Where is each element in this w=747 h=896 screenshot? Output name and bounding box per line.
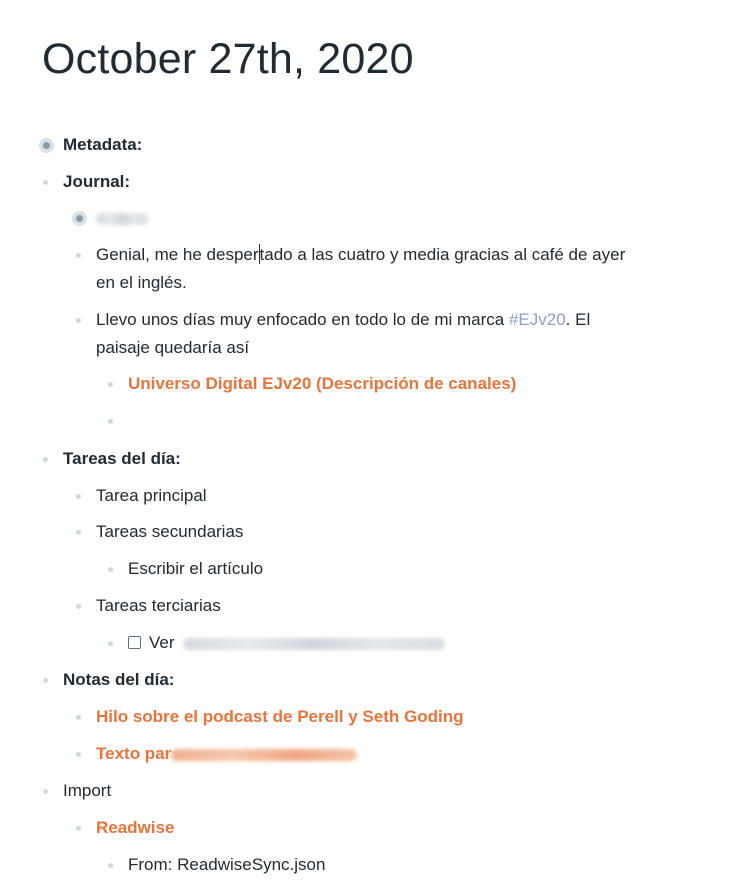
bullet-icon[interactable] — [108, 419, 113, 424]
todo-checkbox[interactable] — [128, 636, 141, 649]
journal-text-c: en el inglés. — [96, 273, 187, 292]
bullet-icon[interactable] — [76, 530, 81, 535]
page-link-universo[interactable]: Universo Digital EJv20 (Descripción de canales) — [128, 374, 517, 393]
block-metadata[interactable]: Metadata: — [63, 135, 143, 154]
journal2-text-a: Llevo unos días muy enfocado en todo lo de mi marca — [96, 310, 509, 329]
redacted-text — [171, 749, 357, 761]
journal-text-b: tado a las cuatro y media gracias al café de ayer — [259, 245, 626, 264]
bullet-icon[interactable] — [76, 494, 81, 499]
bullet-icon[interactable] — [76, 826, 81, 831]
block-redacted[interactable] — [96, 204, 148, 232]
block-notas[interactable]: Notas del día: — [63, 670, 175, 689]
page-link-readwise[interactable]: Readwise — [96, 818, 175, 837]
block-tarea-principal[interactable]: Tarea principal — [96, 486, 207, 505]
block-empty[interactable] — [128, 407, 428, 435]
block-escribir[interactable]: Escribir el artículo — [128, 559, 264, 578]
page-link-hilo[interactable]: Hilo sobre el podcast de Perell y Seth Goding — [96, 707, 464, 726]
bullet-icon[interactable] — [76, 752, 81, 757]
block-tareas[interactable]: Tareas del día: — [63, 449, 181, 468]
redacted-text — [183, 638, 445, 650]
block-texto[interactable] — [96, 740, 357, 768]
page-link-texto[interactable]: Texto par — [96, 744, 172, 763]
journal2-text-b: . El — [565, 310, 591, 329]
collapsed-bullet-icon[interactable] — [39, 138, 54, 153]
block-import[interactable]: Import — [63, 781, 112, 800]
bullet-icon[interactable] — [76, 318, 81, 323]
block-tareas-secundarias[interactable]: Tareas secundarias — [96, 522, 244, 541]
bullet-icon[interactable] — [43, 457, 48, 462]
block-tareas-terciarias[interactable]: Tareas terciarias — [96, 596, 221, 615]
bullet-icon[interactable] — [43, 789, 48, 794]
block-journal[interactable]: Journal: — [63, 172, 131, 191]
bullet-icon[interactable] — [108, 567, 113, 572]
tag-ejv20[interactable]: #EJv20 — [508, 310, 566, 329]
todo-text: Ver — [149, 633, 175, 652]
bullet-icon[interactable] — [108, 382, 113, 387]
bullet-icon[interactable] — [43, 678, 48, 683]
bullet-icon[interactable] — [76, 604, 81, 609]
bullet-icon[interactable] — [43, 180, 48, 185]
collapsed-bullet-icon[interactable] — [72, 211, 87, 226]
bullet-icon[interactable] — [76, 253, 81, 258]
page-title[interactable]: October 27th, 2020 — [42, 35, 414, 83]
bullet-icon[interactable] — [108, 863, 113, 868]
block-from[interactable]: From: ReadwiseSync.json — [128, 855, 326, 874]
journal-text-a: Genial, me he desper — [96, 245, 259, 264]
bullet-icon[interactable] — [108, 641, 113, 646]
bullet-icon[interactable] — [76, 715, 81, 720]
block-journal-entry-2[interactable] — [96, 306, 706, 362]
journal2-text-c: paisaje quedaría así — [96, 338, 250, 357]
redacted-text — [96, 213, 148, 225]
block-journal-entry-1[interactable] — [96, 241, 706, 297]
block-todo-ver[interactable] — [128, 629, 445, 657]
